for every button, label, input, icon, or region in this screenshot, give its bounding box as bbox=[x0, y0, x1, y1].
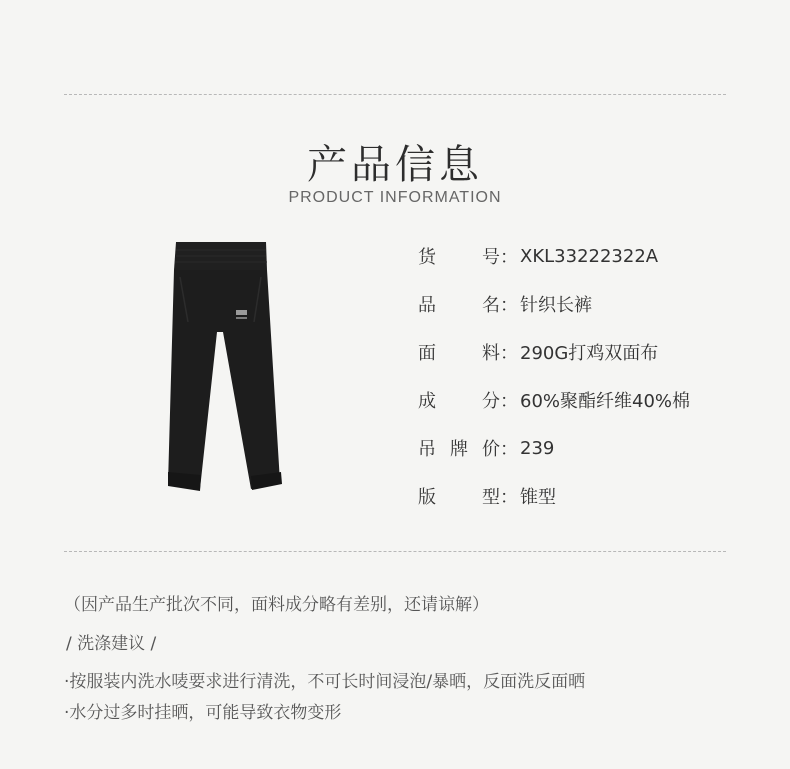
disclaimer-text: （因产品生产批次不同，面料成分略有差别，还请谅解） bbox=[64, 595, 489, 615]
spec-value: 针织长裤 bbox=[520, 295, 592, 316]
bottom-divider bbox=[64, 551, 726, 552]
spec-row-fabric: 面 料 ： 290G打鸡双面布 bbox=[418, 328, 690, 376]
spec-row-composition: 成 分 ： 60%聚酯纤维40%棉 bbox=[418, 376, 690, 424]
product-image-pants bbox=[150, 232, 290, 504]
spec-row-tag-price: 吊 牌 价 ： 239 bbox=[418, 437, 555, 460]
care-heading: / 洗涤建议 / bbox=[66, 634, 157, 654]
spec-value: 239 bbox=[520, 437, 555, 459]
spec-value: XKL33222322A bbox=[520, 245, 659, 267]
top-divider bbox=[64, 94, 726, 95]
spec-value: 锥型 bbox=[520, 487, 556, 508]
spec-value: 60%聚酯纤维40%棉 bbox=[520, 391, 691, 412]
care-item: ·按服装内洗水唛要求进行清洗，不可长时间浸泡/暴晒，反面洗反面晒 bbox=[64, 672, 586, 692]
section-subtitle: PRODUCT INFORMATION bbox=[288, 189, 502, 206]
section-title: 产品信息 bbox=[307, 142, 483, 188]
spec-value: 290G打鸡双面布 bbox=[520, 343, 659, 364]
care-item: ·水分过多时挂晒，可能导致衣物变形 bbox=[64, 703, 342, 723]
spec-row-product-name: 品 名 ： 针织长裤 bbox=[418, 280, 690, 328]
spec-list bbox=[418, 232, 690, 520]
spec-row-item-number: 货 号 ： XKL33222322A bbox=[418, 245, 659, 268]
spec-row-fit: 版 型 ： 锥型 bbox=[418, 472, 690, 520]
